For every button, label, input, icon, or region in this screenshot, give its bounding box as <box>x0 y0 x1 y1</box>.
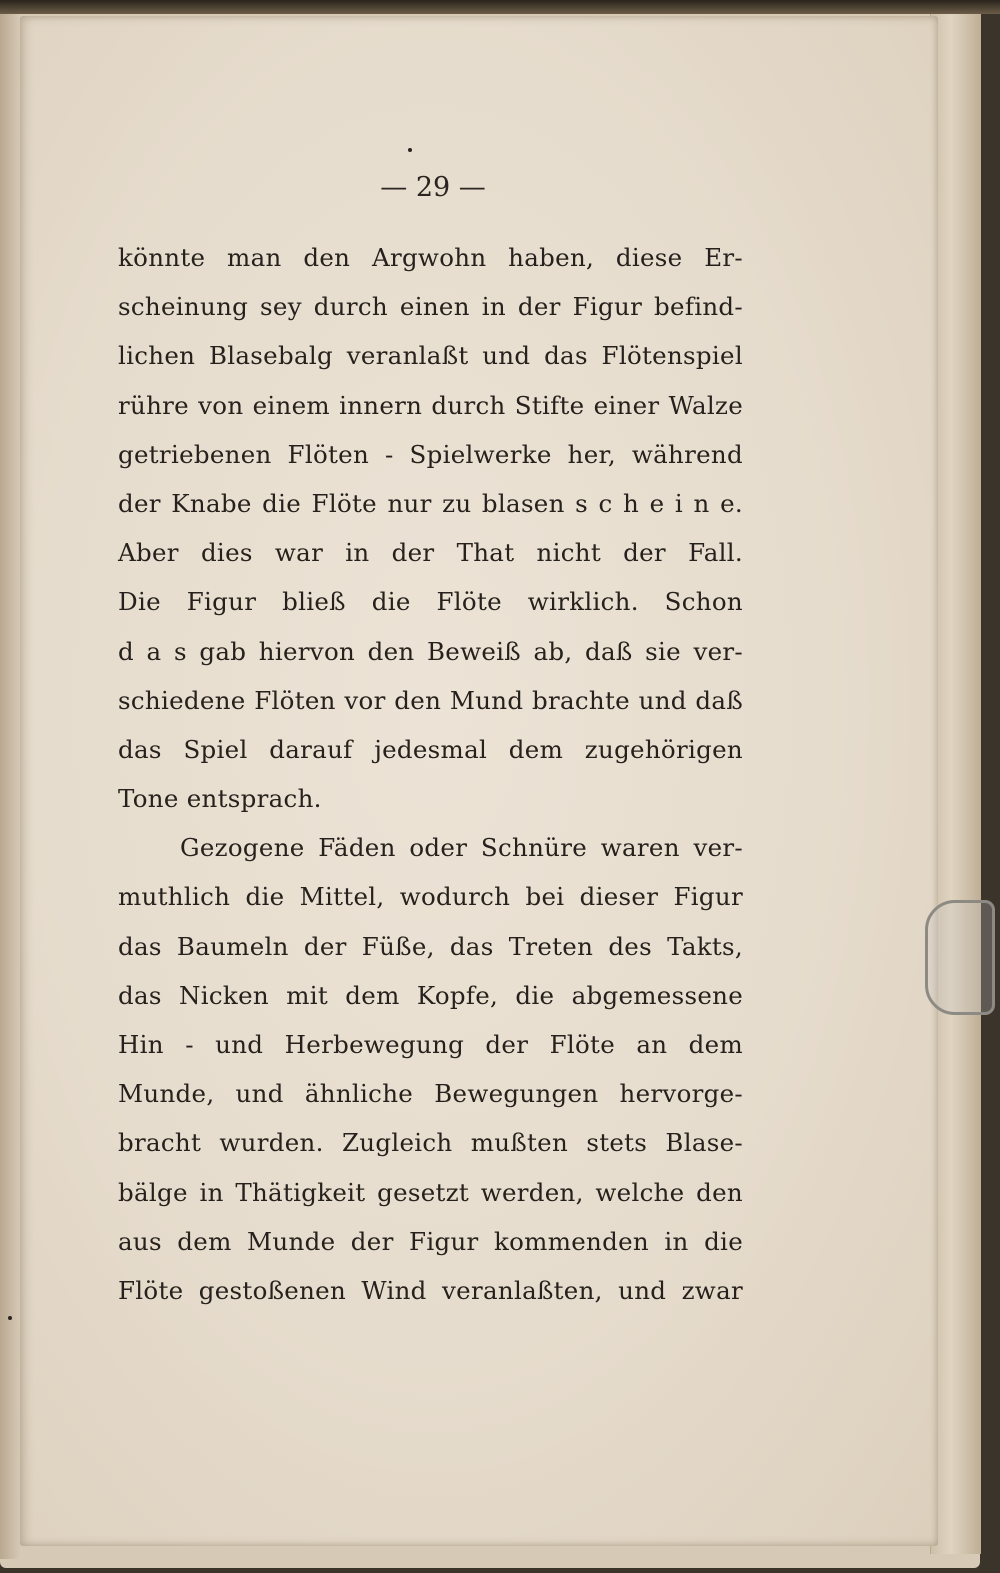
text-line: Munde, und ähnliche Bewegungen hervorge- <box>118 1079 743 1109</box>
text-line: d a s gab hiervon den Beweiß ab, daß sie ver- <box>118 636 743 666</box>
speck-mark <box>408 148 412 152</box>
page-number: — 29 — <box>380 172 486 203</box>
left-page-edge <box>0 14 22 1559</box>
text-line: lichen Blasebalg veranlaßt und das Flötenspiel <box>118 341 743 371</box>
text-line: Aber dies war in der That nicht der Fall. <box>118 538 743 568</box>
text-line: das Spiel darauf jedesmal dem zugehörigen <box>118 734 743 764</box>
page-clip <box>925 900 995 1015</box>
text-line: muthlich die Mittel, wodurch bei dieser Figur <box>118 882 743 912</box>
text-line: getriebenen Flöten - Spielwerke her, während <box>118 439 743 469</box>
text-line: schiedene Flöten vor den Mund brachte und daß <box>118 685 743 715</box>
text-line: bracht wurden. Zugleich mußten stets Blase- <box>118 1128 743 1158</box>
text-line: rühre von einem innern durch Stifte einer Walze <box>118 390 743 420</box>
text-line: scheinung sey durch einen in der Figur befind- <box>118 292 743 322</box>
book-top-edge <box>0 0 1000 14</box>
text-line: das Nicken mit dem Kopfe, die abgemessene <box>118 980 743 1010</box>
speck-mark <box>8 1316 12 1320</box>
body-text <box>118 233 743 1315</box>
text-line: bälge in Thätigkeit gesetzt werden, welche den <box>118 1177 743 1207</box>
text-line: Flöte gestoßenen Wind veranlaßten, und zwar <box>118 1275 743 1305</box>
text-line: aus dem Munde der Figur kommenden in die <box>118 1226 743 1256</box>
text-line: das Baumeln der Füße, das Treten des Takts, <box>118 931 743 961</box>
text-line: der Knabe die Flöte nur zu blasen s c h e i n e. <box>118 488 743 518</box>
text-line: Hin - und Herbewegung der Flöte an dem <box>118 1030 743 1059</box>
text-line: Gezogene Fäden oder Schnüre waren ver- <box>180 833 743 863</box>
text-line: Tone entsprach. <box>118 784 322 814</box>
text-line: könnte man den Argwohn haben, diese Er- <box>118 243 743 272</box>
text-line: Die Figur bließ die Flöte wirklich. Schon <box>118 587 743 617</box>
